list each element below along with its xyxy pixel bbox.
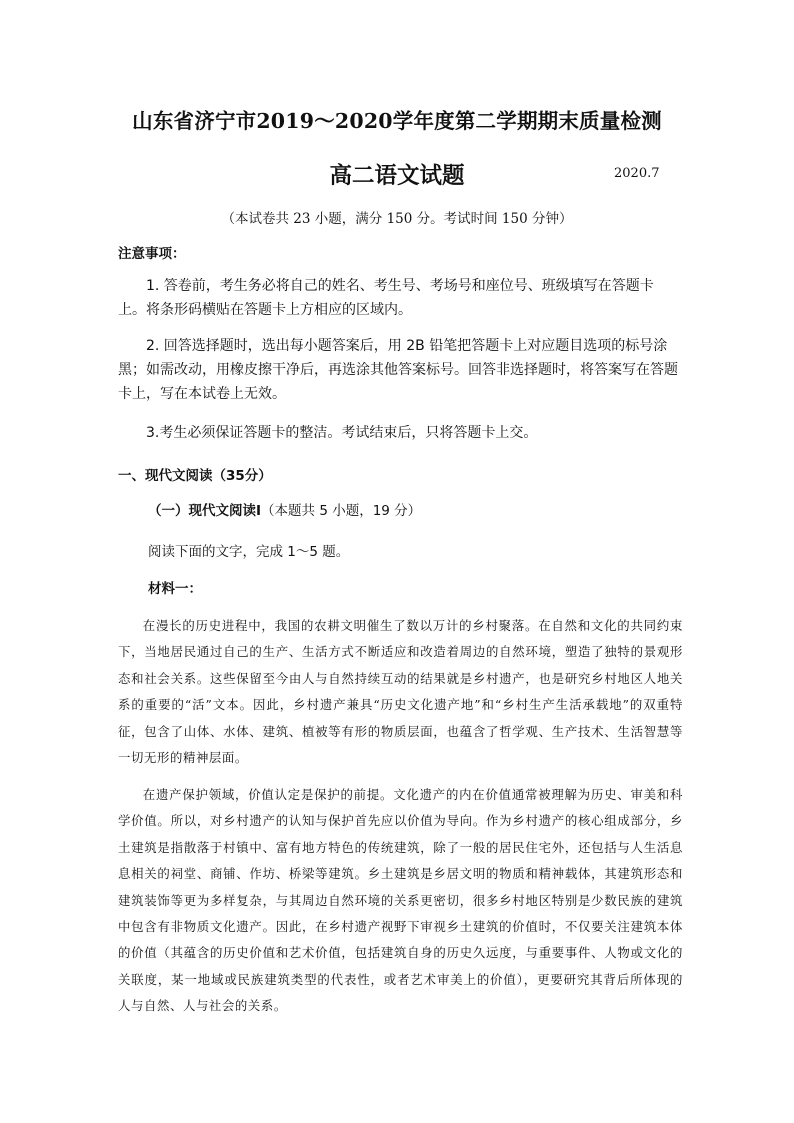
sub-section-note: （本题共 5 小题，19 分）	[261, 503, 422, 519]
sub-section-heading	[148, 499, 421, 519]
notice-item-1: 1. 答卷前，考生务必将自己的姓名、考生号、考场号和座位号、班级填写在答题卡上。将条形码横贴在答题卡上方相应的区域内。	[118, 278, 654, 318]
exam-title: 山东省济宁市2019～2020学年度第二学期期末质量检测	[132, 109, 662, 133]
notice-heading: 注意事项：	[118, 246, 186, 262]
material-paragraph-2: 在遗产保护领域，价值认定是保护的前提。文化遗产的内在价值通常被理解为历史、审美和科学价值。所以，对乡村遗产的认知与保护首先应以价值为导向。作为乡村遗产的核心组成部分，乡土建筑是指散落于村镇中、富有地方特色的传统建筑，除了一般的居民住宅外，还包括与人生活息息相关的祠堂、商铺、作坊、桥梁等建筑。乡土建筑是乡居文明的物质和精神载体，其建筑形态和建筑装饰等更为多样复杂，与其周边自然环境的关系更密切，很多乡村地区特别是少数民族的建筑中包含有非物质文化遗产。因此，在乡村遗产视野下审视乡土建筑的价值时，不仅要关注建筑本体的价值（其蕴含的历史价值和艺术价值，包括建筑自身的历史久远度，与重要事件、人物或文化的关联度，某一地域或民族建筑类型的代表性，或者艺术审美上的价值），更要研究其背后所体现的人与自然、人与社会的关系。	[118, 787, 683, 1014]
exam-date: 2020.7	[614, 166, 660, 181]
reading-instruction: 阅读下面的文字，完成 1～5 题。	[148, 544, 350, 560]
material-paragraph-1: 在漫长的历史进程中，我国的农耕文明催生了数以万计的乡村聚落。在自然和文化的共同约束下，当地居民通过自己的生产、生活方式不断适应和改造着周边的自然环境，塑造了独特的景观形态和社会关系。这些保留至今由人与自然持续互动的结果就是乡村遗产，也是研究乡村地区人地关系的重要的“活”文本。因此，乡村遗产兼具“历史文化遗产地”和“乡村生产生活承载地”的双重特征，包含了山体、水体、建筑、植被等有形的物质层面，也蕴含了哲学观、生产技术、生活智慧等一切无形的精神层面。	[118, 618, 683, 766]
sub-section-title: （一）现代文阅读Ⅰ	[148, 503, 262, 519]
exam-info: （本试卷共 23 小题，满分 150 分。考试时间 150 分钟）	[221, 211, 573, 227]
section-heading: 一、现代文阅读（35分）	[118, 468, 272, 484]
notice-item-3: 3.考生必须保证答题卡的整洁。考试结束后，只将答题卡上交。	[146, 425, 538, 441]
material-label: 材料一：	[148, 581, 202, 597]
exam-subtitle: 高二语文试题	[329, 163, 465, 189]
notice-item-2: 2. 回答选择题时，选出每小题答案后，用 2B 铅笔把答题卡上对应题目选项的标号涂黑；如需改动，用橡皮擦干净后，再选涂其他答案标号。回答非选择题时，将答案写在答题卡上，写在本试卷上无效。	[118, 338, 678, 402]
